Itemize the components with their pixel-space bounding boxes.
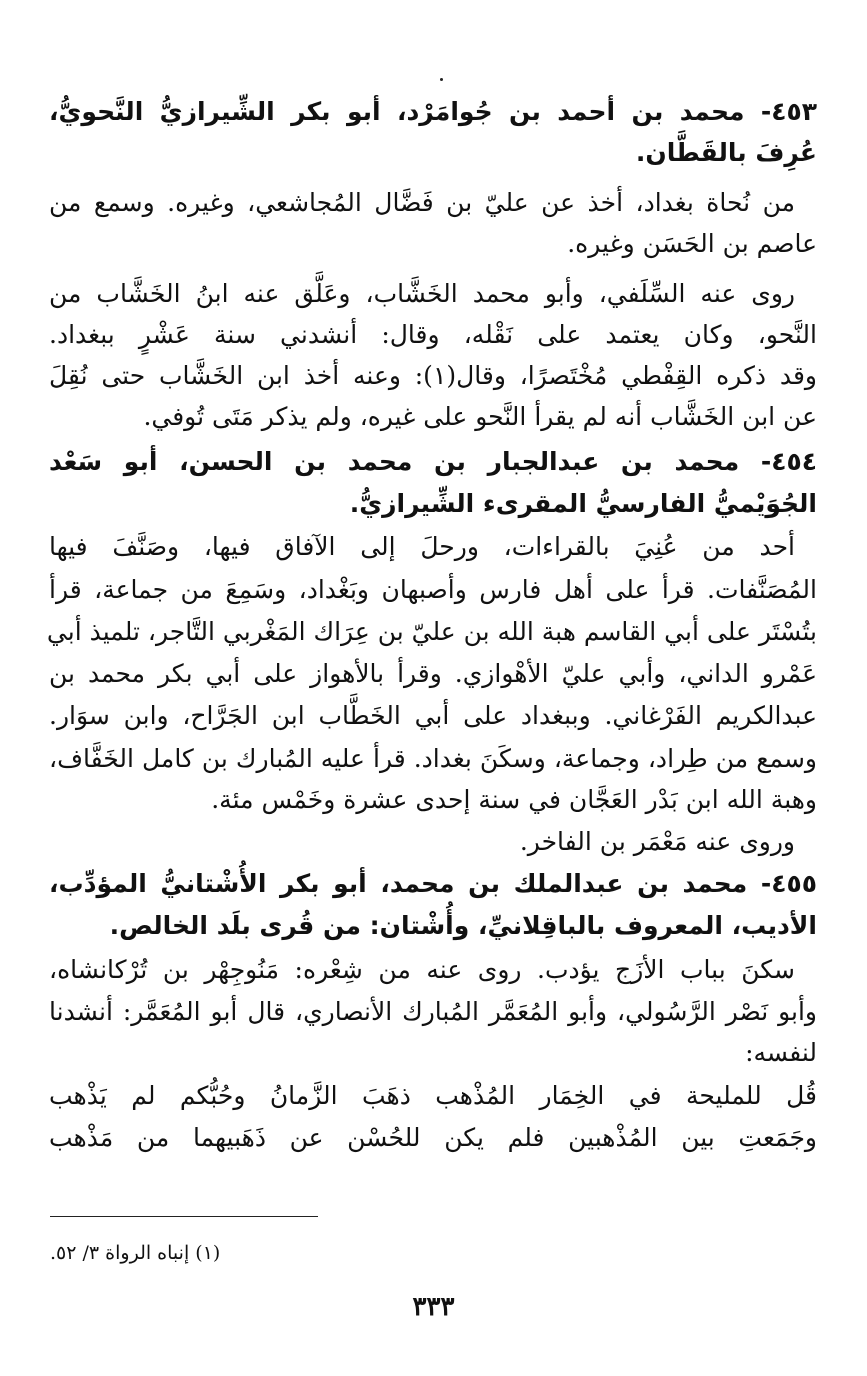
text-line: وسمع من طِراد، وجماعة، وسكَنَ بغداد. قرأ عليه المُبارك بن كامل الخَفَّاف،	[49, 744, 817, 773]
text-line: وأبو نَصْر الرَّسُولي، وأبو المُعَمَّر المُبارك الأنصاري، قال أبو المُعَمَّر: أنشدنا	[49, 997, 817, 1026]
entry-heading-line: ٤٥٣- محمد بن أحمد بن جُوامَرْد، أبو بكر الشِّيرازيُّ النَّحويُّ،	[49, 97, 817, 126]
text-line: المُصَنَّفات. قرأ على أهل فارس وأصبهان وبَغْداد، وسَمِعَ من جماعة، قرأ	[49, 575, 817, 604]
text-line: روى عنه السِّلَفي، وأبو محمد الخَشَّاب، وعَلَّق عنه ابنُ الخَشَّاب من	[49, 279, 795, 308]
page-number: ٣٣٣	[412, 1292, 455, 1322]
text-line: عَمْرو الداني، وأبي عليّ الأهْوازي. وقرأ بالأهواز على أبي بكر محمد بن	[49, 659, 817, 688]
ink-dot	[440, 78, 443, 81]
verse-line: قُل للمليحة في الخِمَار المُذْهب ذهَبَ الزَّمانُ وحُبُّكم لم يَذْهب	[49, 1081, 817, 1110]
text-line: عن ابن الخَشَّاب أنه لم يقرأ النَّحو على غيره، ولم يذكر مَتَى تُوفي.	[143, 402, 817, 431]
text-line: لنفسه:	[745, 1038, 817, 1067]
text-line: من نُحاة بغداد، أخذ عن عليّ بن فَضَّال المُجاشعي، وغيره. وسمع من	[49, 188, 795, 217]
text-line: عاصم بن الحَسَن وغيره.	[567, 229, 817, 258]
entry-heading-line: ٤٥٤- محمد بن عبدالجبار بن محمد بن الحسن، أبو سَعْد	[49, 447, 817, 476]
entry-heading-line: الجُوَيْميُّ الفارسيُّ المقرىء الشِّيرازيُّ.	[349, 489, 817, 518]
text-line: سكنَ بباب الأزَج يؤدب. روى عنه من شِعْره: مَنُوجِهْر بن تُرْكانشاه،	[49, 955, 795, 984]
verse-line: وجَمَعتِ بين المُذْهبين فلم يكن للحُسْن عن ذَهَبيهما من مَذْهب	[49, 1123, 817, 1152]
text-line: وروى عنه مَعْمَر بن الفاخر.	[519, 827, 795, 856]
text-line: وهبة الله ابن بَدْر العَجَّان في سنة إحدى عشرة وخَمْس مئة.	[211, 785, 817, 814]
entry-heading-line: ٤٥٥- محمد بن عبدالملك بن محمد، أبو بكر الأُشْتانيُّ المؤدِّب،	[49, 869, 817, 898]
text-line: عبدالكريم الفَرْغاني. وببغداد على أبي الخَطَّاب ابن الجَرَّاح، وابن سوَار.	[49, 701, 817, 730]
footnote: (١) إنباه الرواة ٣/ ٥٢.	[50, 1242, 221, 1264]
text-line: وقد ذكره القِفْطي مُخْتَصرًا، وقال(١): وعنه أخذ ابن الخَشَّاب حتى نُقِلَ	[49, 361, 817, 390]
entry-heading-line: عُرِفَ بالقَطَّان.	[635, 138, 817, 167]
entry-heading-line: الأديب، المعروف بالباقِلانيِّ، وأُشْتان: من قُرى بلَد الخالص.	[109, 911, 817, 940]
text-line: أحد من عُنِيَ بالقراءات، ورحلَ إلى الآفاق فيها، وصَنَّفَ فيها	[49, 532, 795, 561]
text-line: بتُسْتَر على أبي القاسم هبة الله بن عليّ بن عِرَاك المَغْربي التَّاجر، تلميذ أبي	[46, 617, 817, 646]
text-line: النَّحو، وكان يعتمد على نَقْله، وقال: أنشدني سنة عَشْرٍ ببغداد.	[49, 320, 817, 349]
footnote-rule	[50, 1216, 318, 1217]
